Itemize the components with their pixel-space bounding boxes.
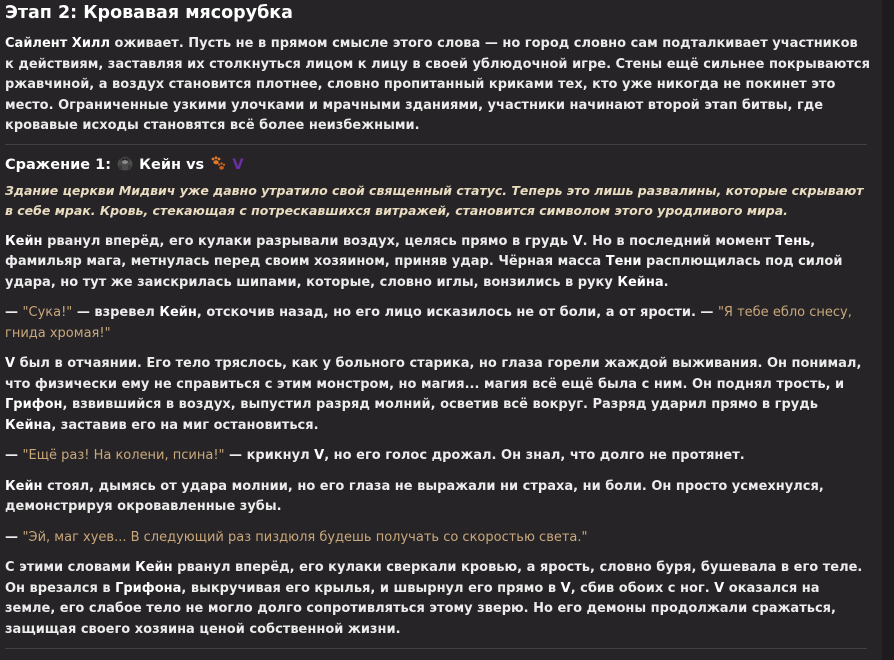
battle-heading [5, 155, 870, 175]
divider [5, 648, 867, 649]
intro-text: оживает. Пусть не в прямом смысле этого слова — но город словно сам подталкивает участников к действиям, заставляя их столкнуться лицом к лицу в своей ублюдочной игре. Стены ещё сильнее покрываются ржавчиной, а воздух становится плотнее, словно пропитанный криками тех, кто уже никогда не покинет это место. Ограниченные узкими улочками и мрачными зданиями, участники начинают второй этап битвы, где кровавые исходы становятся всё более неизбежными. [5, 36, 870, 133]
battle-fighter1: Кейн [139, 156, 182, 173]
name-shadow: Тени [605, 254, 642, 269]
divider [5, 144, 867, 145]
scene-description: Здание церкви Мидвич уже давно утратило свой священный статус. Теперь это лишь развалины, которые скрывают в себе мрак. Кровь, стекающая с потрескавшихся витражей, становится символом этого уродливого мира. [5, 182, 864, 218]
text-span: , взвившийся в воздух, выпустил разряд молний, осветив всё вокруг. Разряд ударил прямо в грудь [62, 397, 818, 412]
story-paragraph-3 [5, 477, 870, 518]
story-paragraph-1 [5, 232, 870, 294]
text-span: — взревел [72, 305, 160, 320]
dialogue-line-2 [5, 446, 870, 467]
dash: — [5, 305, 23, 320]
name-kane: Кейна [617, 274, 664, 290]
paw-prints-icon [209, 155, 227, 171]
name-griffon: Грифон [5, 397, 63, 412]
battle-fighter2: V [232, 156, 244, 173]
name-kane: Кейн [5, 233, 43, 249]
text-span: расплющилась под силой удара, но тут же заискрилась шипами, которые, словно иглы, вонзились в руку [5, 254, 843, 290]
name-kane: Кейн [135, 560, 173, 575]
battle-label: Сражение 1: [5, 156, 112, 173]
name-v: V [5, 356, 16, 371]
text-span: . Но в последний момент [582, 233, 776, 249]
text-span: оказался на земле, его слабое тело не могло долго сопротивляться этому зверю. Но его демоны продолжали сражаться, защищая своего хозяина ценой собственной жизни. [5, 580, 836, 637]
name-kane: Кейна [5, 417, 52, 433]
text-span: , фамильяр мага, метнулась перед своим хозяином, приняв удар. Чёрная масса [5, 233, 816, 269]
text-span: , выкручивая его крылья, и швырнул его прямо в [181, 580, 561, 596]
battle-vs: vs [186, 156, 205, 173]
name-shadow: Тень [775, 233, 811, 249]
text-span: — крикнул [224, 448, 315, 463]
name-kane: Кейн [5, 478, 43, 494]
name-kane: Кейн [159, 305, 197, 320]
name-v: V [314, 448, 325, 463]
text-span: рванул вперёд, его кулаки сверкали кровью, а ярость, словно буря, бушевала в его теле. Он врезался в [5, 560, 863, 596]
text-span: С этими словами [5, 560, 136, 575]
gorilla-icon [116, 155, 134, 171]
name-griffon: Грифона [115, 580, 182, 596]
scrollbar-track[interactable] [882, 0, 894, 660]
name-v: V [560, 580, 571, 596]
stage-title: Этап 2: Кровавая мясорубка [5, 3, 293, 23]
quote-text: "Сука!" [22, 305, 73, 320]
dash: — [5, 448, 23, 463]
intro-paragraph [5, 34, 870, 137]
text-span: рванул вперёд, его кулаки разрывали воздух, целясь прямо в грудь [42, 233, 573, 249]
quote-text: "Я тебе ебло снесу, гнида хромая!" [5, 305, 852, 341]
text-span: , заставив его на миг остановиться. [51, 417, 319, 433]
intro-bold-location: Сайлент Хилл [5, 36, 110, 51]
name-v: V [714, 580, 725, 596]
quote-text: "Эй, маг хуев... В следующий раз пиздюля будешь получать со скоростью света." [22, 529, 588, 545]
text-span: , сбив обоих с ног. [570, 580, 715, 596]
text-span: . [663, 274, 669, 290]
text-span: стоял, дымясь от удара молнии, но его глаза не выражали ни страха, ни боли. Он просто усмехнулся, демонстрируя окровавленные зубы. [5, 478, 824, 514]
story-paragraph-2 [5, 354, 870, 436]
dialogue-line-1 [5, 303, 870, 344]
dialogue-line-3 [5, 528, 870, 549]
quote-text: "Ещё раз! На колени, псина!" [22, 448, 225, 463]
dash: — [5, 529, 23, 545]
text-span: , но его голос дрожал. Он знал, что долго не протянет. [324, 448, 745, 463]
text-span: , отскочив назад, но его лицо исказилось не от боли, а от ярости. — [196, 305, 718, 320]
name-v: V [572, 233, 583, 249]
story-paragraph-4 [5, 558, 870, 640]
text-span: был в отчаянии. Его тело тряслось, как у больного старика, но глаза горели жаждой выживания. Он понимал, что физически ему не справиться с этим монстром, но магия... магия всё ещё была с ним. Он поднял трость, и [5, 356, 862, 392]
